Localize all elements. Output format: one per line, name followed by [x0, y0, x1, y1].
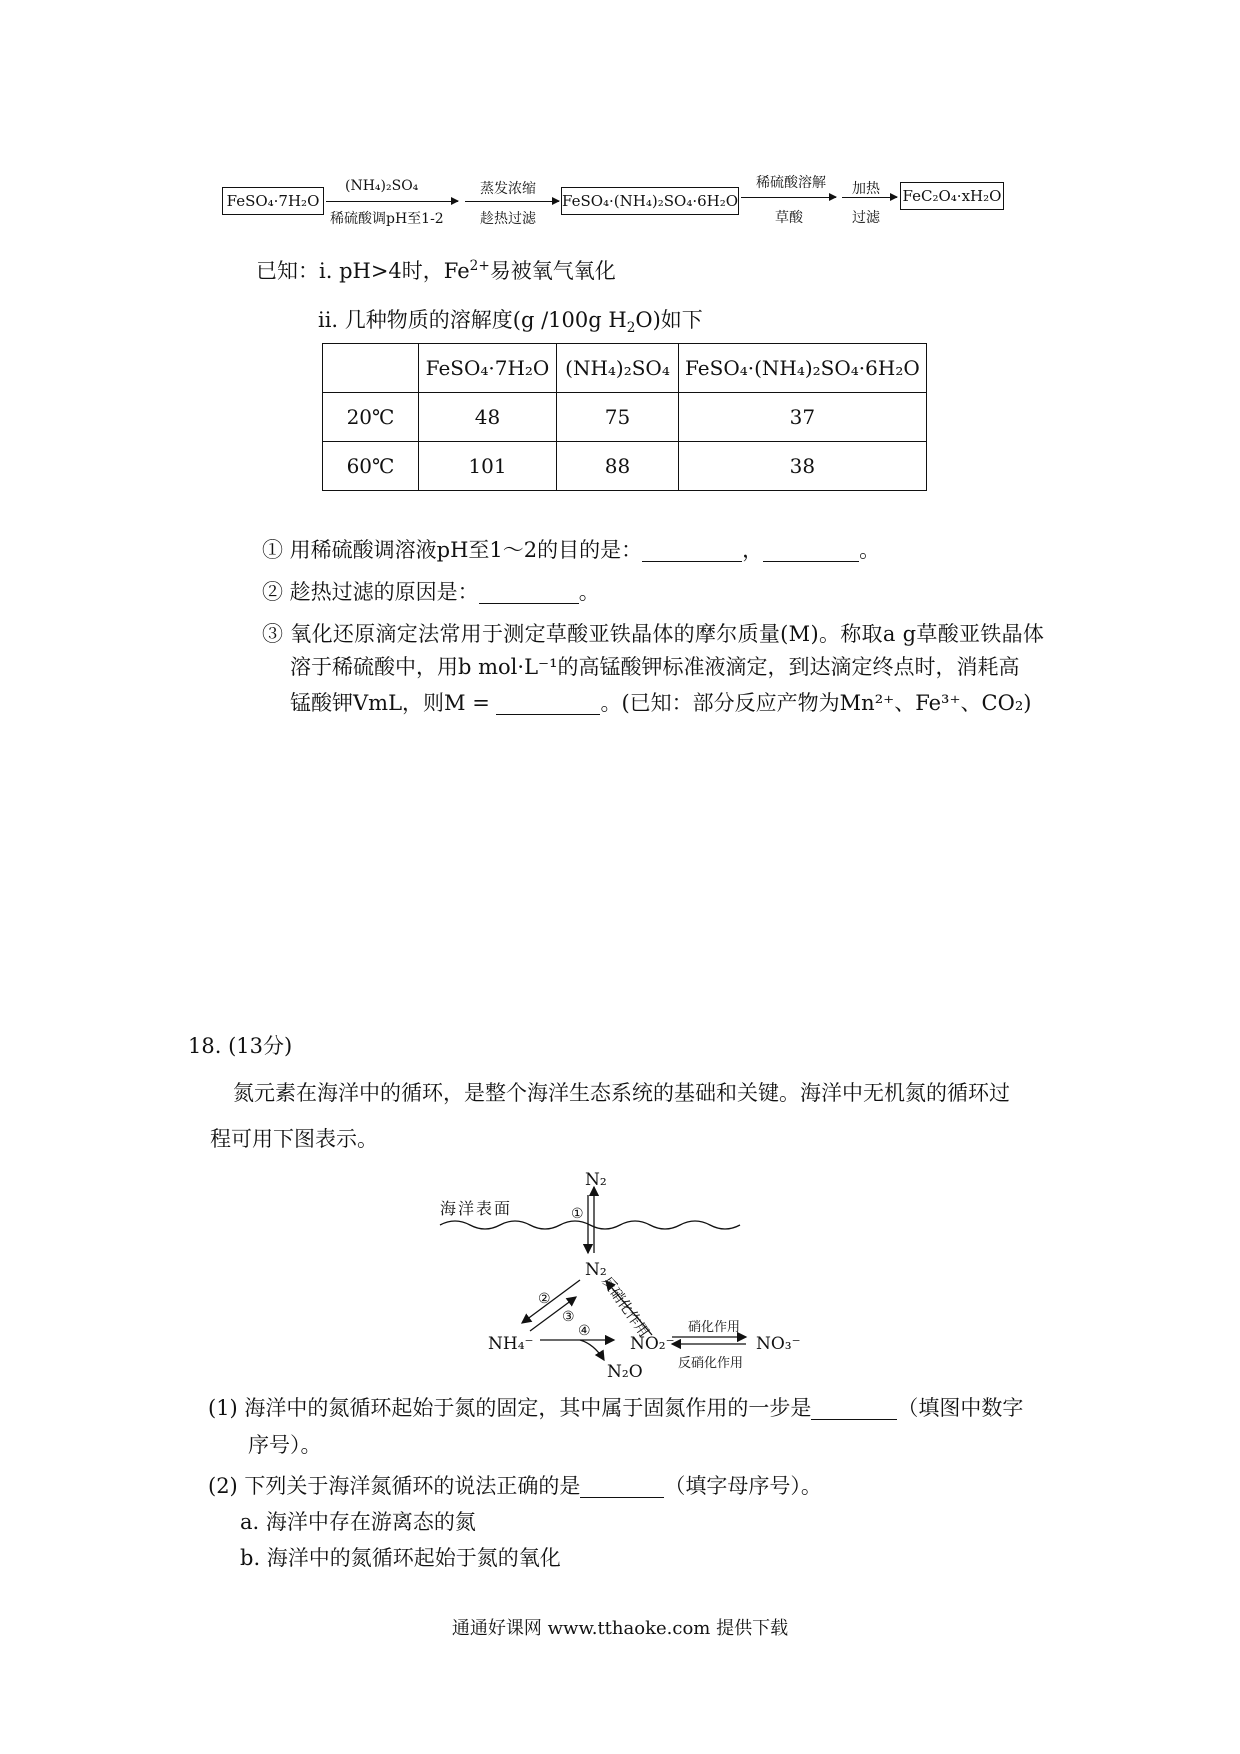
label-n2-mid: N₂: [585, 1260, 607, 1280]
q18-number: 18. (13分): [188, 1034, 293, 1058]
label-no3: NO₃⁻: [756, 1334, 801, 1354]
flow-arrow3-bottom: 草酸: [775, 210, 803, 226]
question-3-line1: ③ 氧化还原滴定法常用于测定草酸亚铁晶体的摩尔质量(M)。称取a g草酸亚铁晶体: [262, 622, 1045, 646]
label-denitrification: 反硝化作用: [678, 1356, 744, 1371]
q18-part2: (2) 下列关于海洋氮循环的说法正确的是 （填字母序号）。: [208, 1474, 822, 1498]
table-cell: 38: [679, 442, 927, 491]
q18-part1-line1: (1) 海洋中的氮循环起始于氮的固定，其中属于固氮作用的一步是 （填图中数字: [208, 1396, 1024, 1420]
flow-box-feC2O4: FeC₂O₄·xH₂O: [900, 182, 1004, 210]
flow-arrow2: [465, 201, 559, 202]
table-cell: 48: [419, 393, 557, 442]
label-nh4: NH₄⁻: [488, 1334, 534, 1354]
answer-blank[interactable]: [496, 693, 600, 715]
flow-arrow3-top: 稀硫酸溶解: [756, 175, 826, 191]
flow-arrow4-bottom: 过滤: [852, 210, 880, 226]
table-header-cell: FeSO₄·7H₂O: [419, 344, 557, 393]
flow-arrow2-bottom: 趁热过滤: [480, 211, 536, 227]
table-cell: 75: [557, 393, 679, 442]
answer-blank[interactable]: [642, 540, 742, 562]
answer-blank[interactable]: [811, 1398, 897, 1420]
label-n2o: N₂O: [607, 1362, 643, 1382]
sea-surface-wave: [440, 1221, 740, 1229]
flow-arrow1-bottom: 稀硫酸调pH至1-2: [330, 211, 444, 227]
answer-blank[interactable]: [479, 582, 579, 604]
table-header-cell: [323, 344, 419, 393]
q18-intro-line1: 氮元素在海洋中的循环，是整个海洋生态系统的基础和关键。海洋中无机氮的循环过: [233, 1081, 1010, 1105]
table-cell: 20℃: [323, 393, 419, 442]
label-n2-top: N₂: [585, 1170, 607, 1190]
table-row: [323, 442, 927, 491]
table-cell: 60℃: [323, 442, 419, 491]
flow-arrow4-top: 加热: [852, 181, 880, 197]
question-3-line3: 锰酸钾VmL，则M = 。(已知：部分反应产物为Mn²⁺、Fe³⁺、CO₂): [290, 691, 1032, 715]
table-row: [323, 393, 927, 442]
flow-arrow1: [326, 201, 458, 202]
table-header-cell: FeSO₄·(NH₄)₂SO₄·6H₂O: [679, 344, 927, 393]
label-no2: NO₂⁻: [630, 1334, 675, 1354]
label-denitrification-diag: 反硝化作用: [598, 1273, 652, 1341]
question-3-line2: 溶于稀硫酸中，用b mol·L⁻¹的高锰酸钾标准液滴定，到达滴定终点时，消耗高: [290, 655, 1020, 679]
label-sea-surface: 海洋表面: [440, 1199, 513, 1218]
label-nitrification: 硝化作用: [688, 1320, 741, 1335]
q18-option-b: b. 海洋中的氮循环起始于氮的氧化: [240, 1546, 561, 1570]
flow-box-feso4-7h2o: FeSO₄·7H₂O: [222, 187, 324, 215]
table-cell: 37: [679, 393, 927, 442]
q18-option-a: a. 海洋中存在游离态的氮: [240, 1510, 476, 1534]
solubility-table: [322, 343, 927, 491]
label-step1: ①: [571, 1206, 584, 1222]
page-footer: 通通好课网 www.tthaoke.com 提供下载: [451, 1618, 789, 1639]
table-cell: 88: [557, 442, 679, 491]
table-header-cell: (NH₄)₂SO₄: [557, 344, 679, 393]
known-ii: ii. 几种物质的溶解度(g /100g $H_2O$)如下: [318, 308, 703, 337]
label-step2: ②: [538, 1291, 551, 1307]
q18-intro-line2: 程可用下图表示。: [210, 1127, 378, 1151]
flow-arrow2-top: 蒸发浓缩: [480, 181, 536, 197]
flow-arrow3: [741, 197, 836, 198]
answer-blank[interactable]: [580, 1476, 664, 1498]
table-header-row: [323, 344, 927, 393]
answer-blank[interactable]: [763, 540, 859, 562]
question-2: ② 趁热过滤的原因是： 。: [262, 580, 600, 604]
label-step3: ③: [562, 1309, 575, 1325]
flow-arrow1-top: (NH₄)₂SO₄: [345, 178, 419, 194]
label-step4: ④: [578, 1323, 591, 1339]
question-1: ① 用稀硫酸调溶液pH至1～2的目的是： ， 。: [262, 538, 881, 562]
flow-box-double-salt: FeSO₄·(NH₄)₂SO₄·6H₂O: [561, 187, 739, 215]
q18-part1-line2: 序号）。: [248, 1433, 322, 1457]
flow-arrow4: [842, 197, 897, 198]
known-i: 已知：i. pH>4时，$Fe^{2+}$易被氧气氧化: [256, 258, 616, 283]
table-cell: 101: [419, 442, 557, 491]
